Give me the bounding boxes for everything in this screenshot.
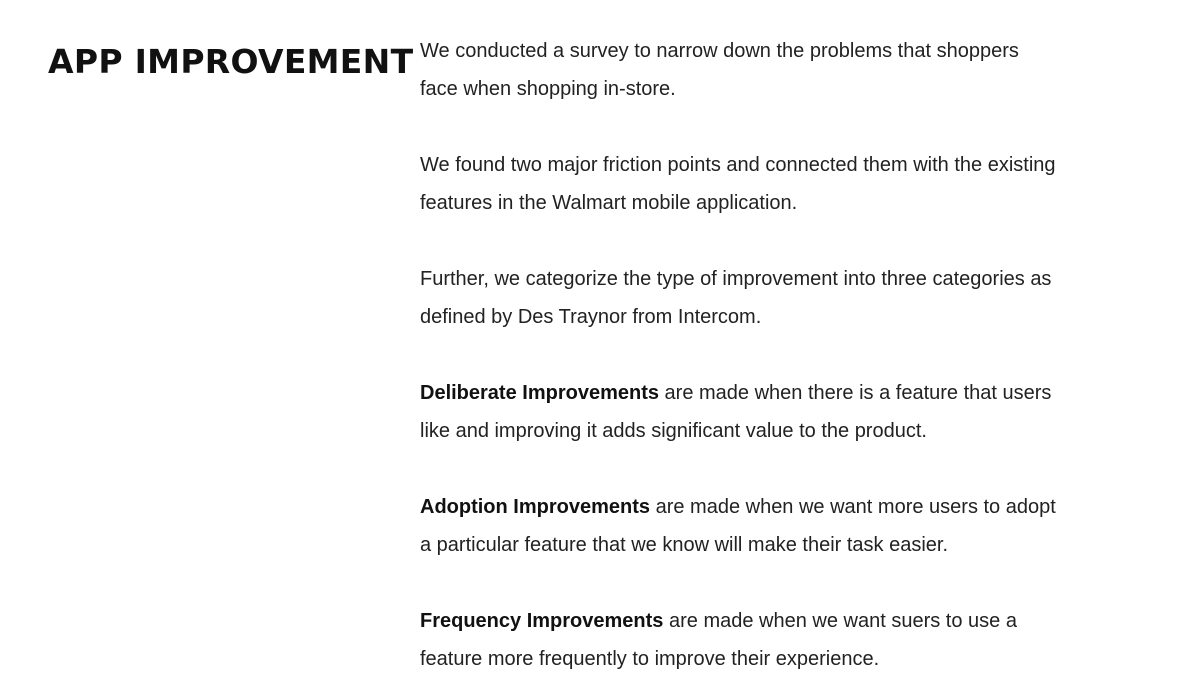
improvement-frequency [420,602,1060,678]
improvement-description: are made when we want suers to use a feature more frequently to improve their experience. [420,610,1017,670]
body-content [420,32,1060,678]
improvement-term: Adoption Improvements [420,496,651,518]
improvement-description: are made when we want more users to adopt a particular feature that we know will make their task easier. [420,496,1056,556]
intro-paragraph-survey: We conducted a survey to narrow down the problems that shoppers face when shopping in-store. [420,40,1019,100]
intro-paragraph-friction-points: We found two major friction points and connected them with the existing features in the Walmart mobile application. [420,154,1056,214]
improvement-term: Frequency Improvements [420,610,664,632]
improvement-description: are made when there is a feature that users like and improving it adds significant value to the product. [420,382,1052,442]
improvement-term: Deliberate Improvements [420,382,659,404]
improvement-deliberate [420,374,1060,450]
intro-paragraph-categories: Further, we categorize the type of improvement into three categories as defined by Des Traynor from Intercom. [420,268,1052,328]
page-title: APP IMPROVEMENT [48,42,414,81]
improvement-adoption [420,488,1060,564]
